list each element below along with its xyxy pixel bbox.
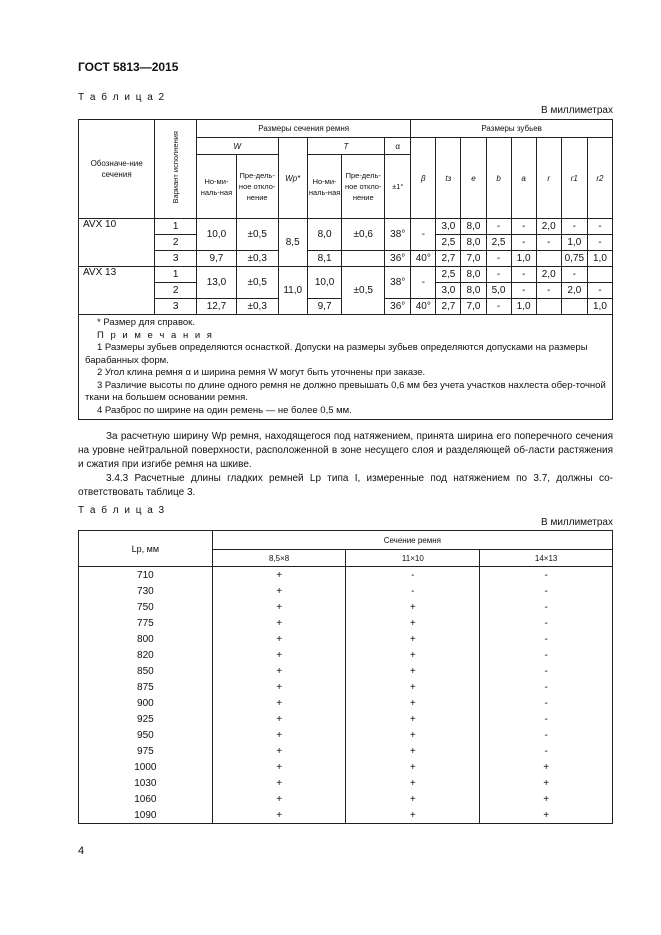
cell-w-dev: ±0,5 <box>236 267 278 299</box>
cell-w-nom: 12,7 <box>197 299 237 315</box>
cell-availability: + <box>212 743 346 759</box>
cell-a: 1,0 <box>511 299 536 315</box>
cell-beta: - <box>411 267 436 299</box>
cell-length: 1030 <box>79 775 213 791</box>
cell-w-dev: ±0,3 <box>236 299 278 315</box>
cell-availability: + <box>480 775 613 791</box>
table3-body <box>79 567 613 824</box>
note-3: 3 Различие высоты по длине одного ремня не должно превышать 0,6 мм без учета участков нахлеста обер-точной ткани на большем основании ремня. <box>85 379 606 403</box>
th-a: a <box>511 138 536 219</box>
table-row <box>79 775 613 791</box>
cell-wp: 8,5 <box>278 219 307 267</box>
cell-availability: - <box>480 647 613 663</box>
cell-length: 800 <box>79 631 213 647</box>
paragraph-2: 3.4.3 Расчетные длины гладких ремней Lp типа I, измеренные под натяжением по 3.7, должны со-ответствовать таблице 3. <box>78 473 613 498</box>
cell-availability: + <box>346 743 480 759</box>
cell-length: 900 <box>79 695 213 711</box>
cell-availability: - <box>346 567 480 584</box>
cell-alpha: 36° <box>385 299 411 315</box>
cell-r2: 1,0 <box>587 251 612 267</box>
cell-b: - <box>486 299 511 315</box>
cell-availability: - <box>480 695 613 711</box>
th-section: Сечение ремня <box>212 531 612 550</box>
th-teeth-dims: Размеры зубьев <box>411 120 613 138</box>
th-w: W <box>197 138 279 155</box>
th-wp: Wp* <box>278 138 307 219</box>
table2-caption: Т а б л и ц а 2 <box>78 92 166 103</box>
th-t: T <box>307 138 384 155</box>
cell-availability: + <box>346 759 480 775</box>
table2-notes <box>79 315 613 420</box>
cell-tz: 2,7 <box>436 299 461 315</box>
cell-r1: 2,0 <box>561 283 587 299</box>
cell-a: 1,0 <box>511 251 536 267</box>
cell-w-dev: ±0,5 <box>236 219 278 251</box>
th-e: e <box>461 138 486 219</box>
cell-e: 8,0 <box>461 283 486 299</box>
cell-availability: - <box>480 631 613 647</box>
cell-r2: - <box>587 235 612 251</box>
cell-r <box>536 299 561 315</box>
table-row <box>79 727 613 743</box>
cell-availability: - <box>480 711 613 727</box>
table-row <box>79 567 613 584</box>
table-row <box>79 663 613 679</box>
cell-tz: 3,0 <box>436 219 461 235</box>
cell-t-nom: 10,0 <box>307 267 341 299</box>
cell-variant: 2 <box>155 283 197 299</box>
cell-availability: + <box>480 807 613 824</box>
footnote: * Размер для справок. <box>97 317 195 328</box>
cell-availability: + <box>480 791 613 807</box>
th-beta: β <box>411 138 436 219</box>
cell-availability: + <box>346 663 480 679</box>
cell-length: 775 <box>79 615 213 631</box>
note-4: 4 Разброс по ширине на один ремень — не более 0,5 мм. <box>97 404 352 416</box>
cell-r: 2,0 <box>536 219 561 235</box>
cell-availability: - <box>346 583 480 599</box>
cell-e: 8,0 <box>461 235 486 251</box>
cell-availability: + <box>480 759 613 775</box>
cell-availability: + <box>212 695 346 711</box>
cell-availability: + <box>346 807 480 824</box>
cell-availability: - <box>480 727 613 743</box>
cell-wp: 11,0 <box>278 267 307 315</box>
cell-variant: 3 <box>155 299 197 315</box>
document-header: ГОСТ 5813—2015 <box>78 60 179 74</box>
cell-availability: + <box>346 727 480 743</box>
cell-t-nom: 8,1 <box>307 251 341 267</box>
table-row <box>79 647 613 663</box>
cell-r: - <box>536 235 561 251</box>
cell-length: 925 <box>79 711 213 727</box>
cell-alpha: 36° <box>385 251 411 267</box>
table2-units: В миллиметрах <box>541 105 613 116</box>
th-pm1: ±1° <box>385 155 411 219</box>
table2 <box>78 119 613 420</box>
cell-r: 2,0 <box>536 267 561 283</box>
th-c3: 14×13 <box>480 550 613 567</box>
notes-title: П р и м е ч а н и я <box>97 329 214 341</box>
cell-availability: + <box>212 615 346 631</box>
cell-length: 950 <box>79 727 213 743</box>
cell-w-nom: 13,0 <box>197 267 237 299</box>
cell-availability: + <box>346 679 480 695</box>
cell-t-dev: ±0,6 <box>342 219 385 251</box>
cell-designation: AVX 10 <box>79 219 155 267</box>
th-lp: Lp, мм <box>79 531 213 567</box>
cell-availability: + <box>212 631 346 647</box>
cell-availability: + <box>212 679 346 695</box>
th-w-deviation: Пре-дель-ное откло-нение <box>236 155 278 219</box>
th-tz: tз <box>436 138 461 219</box>
th-b: b <box>486 138 511 219</box>
cell-availability: + <box>346 791 480 807</box>
cell-availability: + <box>346 615 480 631</box>
cell-variant: 3 <box>155 251 197 267</box>
th-alpha: α <box>385 138 411 155</box>
cell-availability: - <box>480 743 613 759</box>
cell-availability: + <box>212 583 346 599</box>
paragraph-1: За расчетную ширину Wp ремня, находящегося под натяжением, принята ширина его поперечного сечения на уровне нейтральной поверхности, расположенной в зоне несущего слоя и разделяющей об-ласти растяжения и сжатия при изгибе ремня на шкиве. <box>78 431 613 470</box>
cell-t-nom: 8,0 <box>307 219 341 251</box>
cell-tz: 3,0 <box>436 283 461 299</box>
cell-w-dev: ±0,3 <box>236 251 278 267</box>
note-1: 1 Размеры зубьев определяются оснасткой. Допуски на размеры зубьев определяются допусками на размеры барабанных форм. <box>85 342 588 366</box>
cell-e: 7,0 <box>461 251 486 267</box>
cell-length: 850 <box>79 663 213 679</box>
cell-length: 975 <box>79 743 213 759</box>
th-r1: r1 <box>561 138 587 219</box>
table-row <box>79 583 613 599</box>
cell-availability: + <box>212 711 346 727</box>
cell-r2: - <box>587 219 612 235</box>
table-row <box>79 759 613 775</box>
cell-availability: - <box>480 679 613 695</box>
cell-length: 730 <box>79 583 213 599</box>
note-2: 2 Угол клина ремня α и ширина ремня W могут быть уточнены при заказе. <box>97 367 426 378</box>
cell-r1 <box>561 299 587 315</box>
th-section-dims: Размеры сечения ремня <box>197 120 411 138</box>
cell-availability: + <box>346 631 480 647</box>
cell-a: - <box>511 267 536 283</box>
cell-length: 1060 <box>79 791 213 807</box>
table-row <box>79 631 613 647</box>
cell-e: 8,0 <box>461 219 486 235</box>
cell-length: 875 <box>79 679 213 695</box>
cell-availability: + <box>212 567 346 584</box>
cell-availability: - <box>480 599 613 615</box>
cell-length: 820 <box>79 647 213 663</box>
table-row <box>79 679 613 695</box>
cell-a: - <box>511 235 536 251</box>
cell-availability: - <box>480 615 613 631</box>
table3-units: В миллиметрах <box>541 517 613 528</box>
cell-beta: - <box>411 219 436 251</box>
cell-variant: 1 <box>155 267 197 283</box>
th-t-nominal: Но-ми-наль-ная <box>307 155 341 219</box>
cell-availability: + <box>212 647 346 663</box>
cell-availability: + <box>346 775 480 791</box>
table-row <box>79 599 613 615</box>
cell-b: - <box>486 267 511 283</box>
th-r: r <box>536 138 561 219</box>
cell-r: - <box>536 283 561 299</box>
table-row <box>79 791 613 807</box>
cell-designation: AVX 13 <box>79 267 155 315</box>
cell-length: 1000 <box>79 759 213 775</box>
cell-length: 1090 <box>79 807 213 824</box>
cell-availability: - <box>480 663 613 679</box>
cell-e: 7,0 <box>461 299 486 315</box>
cell-b: - <box>486 251 511 267</box>
cell-t-nom: 9,7 <box>307 299 341 315</box>
cell-availability: + <box>212 791 346 807</box>
table-row <box>79 615 613 631</box>
th-c2: 11×10 <box>346 550 480 567</box>
cell-availability: + <box>212 775 346 791</box>
cell-beta: 40° <box>411 299 436 315</box>
table-row <box>79 807 613 824</box>
th-r2: r2 <box>587 138 612 219</box>
cell-availability: + <box>212 807 346 824</box>
cell-availability: + <box>346 599 480 615</box>
table-row <box>79 695 613 711</box>
cell-availability: + <box>346 695 480 711</box>
cell-length: 750 <box>79 599 213 615</box>
th-c1: 8,5×8 <box>212 550 346 567</box>
cell-variant: 2 <box>155 235 197 251</box>
cell-variant: 1 <box>155 219 197 235</box>
cell-availability: + <box>212 759 346 775</box>
th-w-nominal: Но-ми-наль-ная <box>197 155 237 219</box>
cell-r <box>536 251 561 267</box>
cell-r2: - <box>587 283 612 299</box>
cell-alpha: 38° <box>385 267 411 299</box>
cell-availability: + <box>212 599 346 615</box>
cell-availability: + <box>212 727 346 743</box>
cell-b: 5,0 <box>486 283 511 299</box>
cell-tz: 2,5 <box>436 235 461 251</box>
cell-b: - <box>486 219 511 235</box>
table3-caption: Т а б л и ц а 3 <box>78 505 166 516</box>
cell-tz: 2,7 <box>436 251 461 267</box>
cell-alpha: 38° <box>385 219 411 251</box>
cell-r2 <box>587 267 612 283</box>
cell-e: 8,0 <box>461 267 486 283</box>
cell-availability: + <box>346 711 480 727</box>
cell-availability: + <box>212 663 346 679</box>
cell-tz: 2,5 <box>436 267 461 283</box>
cell-r1: 0,75 <box>561 251 587 267</box>
cell-beta: 40° <box>411 251 436 267</box>
cell-r1: - <box>561 267 587 283</box>
cell-w-nom: 9,7 <box>197 251 237 267</box>
cell-r2: 1,0 <box>587 299 612 315</box>
table-row <box>79 743 613 759</box>
th-variant: Вариант исполнения <box>155 120 197 219</box>
cell-a: - <box>511 219 536 235</box>
cell-availability: - <box>480 567 613 584</box>
table3 <box>78 530 613 824</box>
cell-r1: 1,0 <box>561 235 587 251</box>
cell-availability: - <box>480 583 613 599</box>
cell-availability: + <box>346 647 480 663</box>
th-designation: Обозначе-ние сечения <box>79 120 155 219</box>
cell-b: 2,5 <box>486 235 511 251</box>
cell-t-dev <box>342 251 385 267</box>
cell-w-nom: 10,0 <box>197 219 237 251</box>
page-number: 4 <box>78 845 85 857</box>
table-row <box>79 711 613 727</box>
th-t-deviation: Пре-дель-ное откло-нение <box>342 155 385 219</box>
cell-length: 710 <box>79 567 213 584</box>
cell-t-dev: ±0,5 <box>342 267 385 315</box>
cell-a: - <box>511 283 536 299</box>
cell-r1: - <box>561 219 587 235</box>
